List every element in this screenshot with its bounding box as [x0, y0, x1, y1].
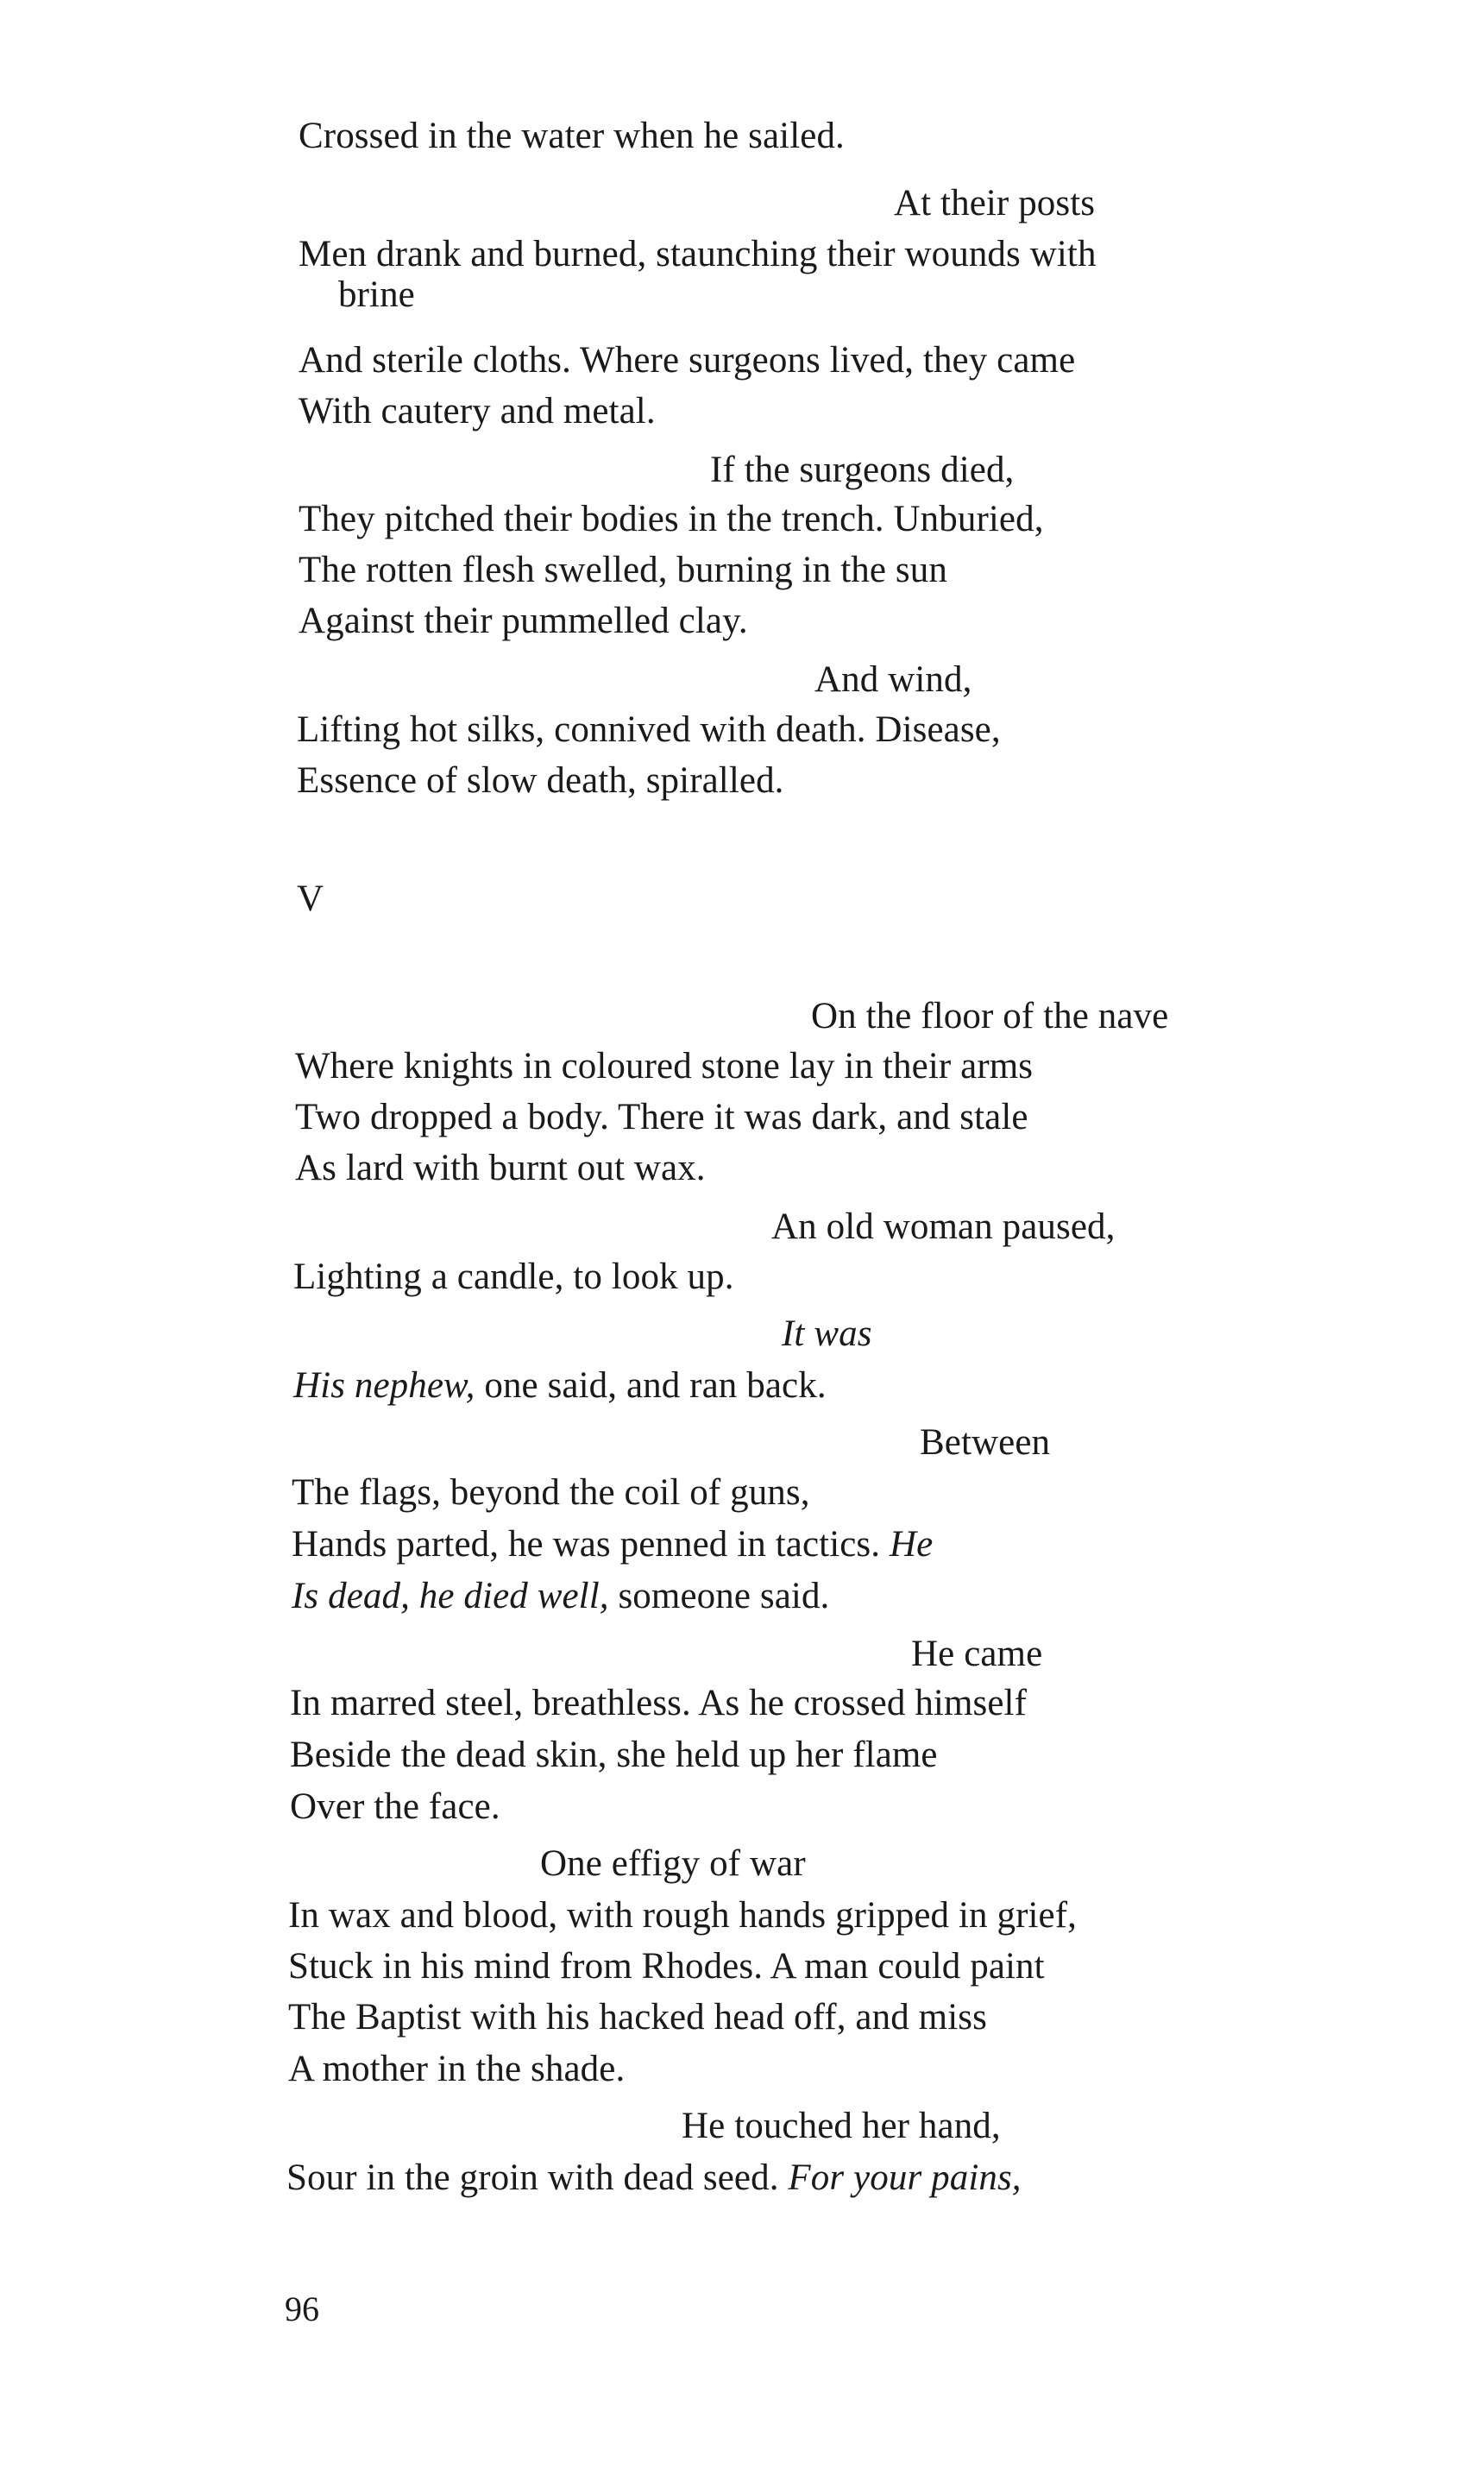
poem-line: The flags, beyond the coil of guns, — [292, 1472, 810, 1513]
poem-line: On the floor of the nave — [811, 996, 1169, 1036]
poem-line: In marred steel, breathless. As he crossed himself — [290, 1683, 1027, 1723]
poem-line: Over the face. — [290, 1786, 500, 1827]
line-text: Sour in the groin with dead seed. — [286, 2157, 789, 2198]
italic-phrase: Is dead, he died well, — [292, 1576, 609, 1616]
poem-line: The rotten flesh swelled, burning in the sun — [299, 550, 947, 590]
poem-line: An old woman paused, — [771, 1206, 1116, 1247]
poem-line: A mother in the shade. — [288, 2049, 626, 2089]
poem-line: It was — [782, 1313, 872, 1354]
italic-phrase: His nephew, — [293, 1365, 475, 1406]
poem-line: Lifting hot silks, connived with death. Disease, — [297, 709, 1001, 750]
poem-line: Lighting a candle, to look up. — [293, 1257, 734, 1297]
poem-line: Two dropped a body. There it was dark, and stale — [295, 1097, 1028, 1137]
page-number: 96 — [285, 2289, 319, 2328]
poem-line: And sterile cloths. Where surgeons lived, they came — [299, 340, 1076, 381]
line-text: Hands parted, he was penned in tactics. — [292, 1524, 890, 1565]
poem-line — [292, 1526, 933, 1563]
poem-line — [286, 2159, 1022, 2196]
poem-line: Where knights in coloured stone lay in their arms — [295, 1046, 1034, 1086]
section-heading: V — [297, 879, 324, 919]
poem-line — [292, 1578, 829, 1615]
poem-line: Between — [920, 1422, 1051, 1463]
poem-line: He touched her hand, — [682, 2106, 1001, 2146]
poem-line: Stuck in his mind from Rhodes. A man could paint — [288, 1946, 1045, 1987]
line-text: someone said. — [608, 1576, 830, 1616]
poem-line: brine — [338, 274, 415, 315]
poem-line: At their posts — [894, 183, 1096, 224]
poem-line — [293, 1367, 827, 1404]
line-text: one said, and ran back. — [475, 1365, 827, 1406]
poem-line: The Baptist with his hacked head off, and miss — [288, 1997, 987, 2038]
poem-line: Essence of slow death, spiralled. — [297, 760, 784, 801]
poem-line: If the surgeons died, — [710, 450, 1015, 490]
italic-phrase: He — [889, 1524, 934, 1565]
poem-line: Against their pummelled clay. — [299, 601, 748, 641]
poem-line: Men drank and burned, staunching their wounds with — [299, 234, 1097, 274]
poem-line: Beside the dead skin, she held up her flame — [290, 1735, 938, 1775]
poem-line: Crossed in the water when he sailed. — [299, 116, 845, 156]
poem-line: He came — [911, 1634, 1043, 1674]
poem-line: As lard with burnt out wax. — [295, 1148, 706, 1188]
italic-phrase: For your pains, — [788, 2157, 1022, 2198]
poem-line: In wax and blood, with rough hands gripped in grief, — [288, 1895, 1077, 1936]
poem-line: With cautery and metal. — [299, 391, 656, 431]
poem-line: And wind, — [814, 659, 972, 700]
poem-line: They pitched their bodies in the trench. Unburied, — [299, 499, 1044, 539]
poem-line: One effigy of war — [540, 1843, 806, 1884]
